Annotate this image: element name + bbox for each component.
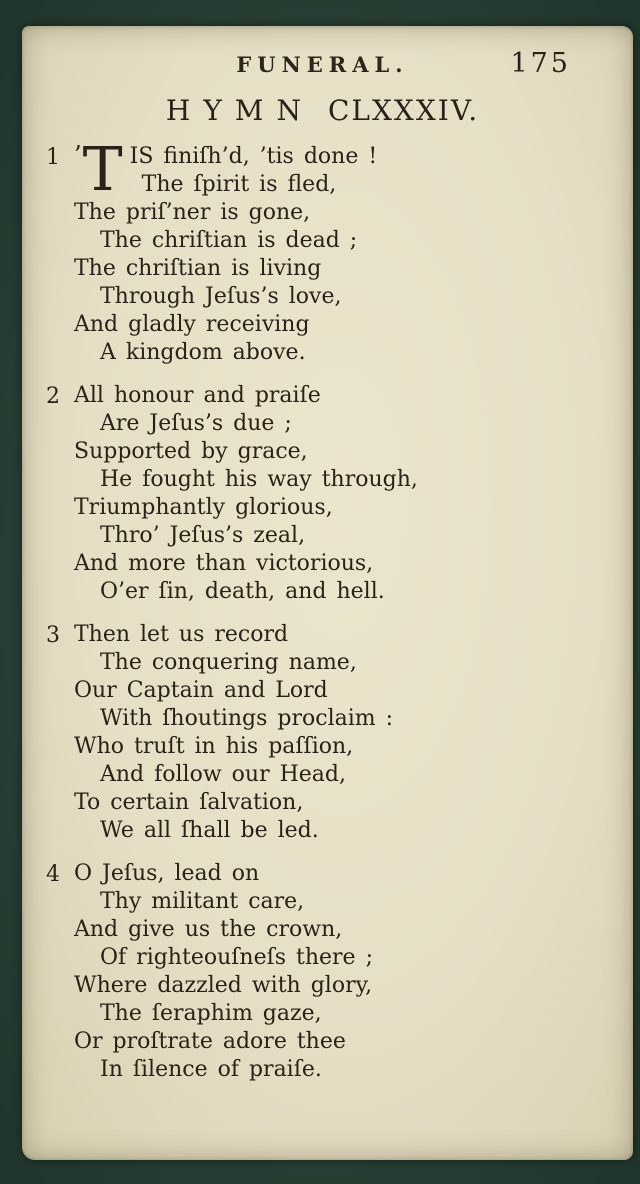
- hymn-line: A kingdom above.: [100, 340, 306, 365]
- stanza-number: 4: [46, 862, 60, 887]
- hymn-line: And follow our Head,: [100, 762, 346, 787]
- hymn-line: O Jeſus, lead on: [74, 861, 260, 886]
- hymn-title-number: CLXXXIV.: [327, 94, 480, 127]
- stanza-number: 1: [46, 145, 60, 170]
- hymn-line: Or proſtrate adore thee: [74, 1029, 346, 1054]
- hymn-line: And gladly receiving: [74, 312, 310, 337]
- hymn-line: Of righteouſneſs there ;: [100, 945, 373, 970]
- hymn-line: O’er ſin, death, and hell.: [100, 579, 385, 604]
- hymn-line: The chriſtian is living: [74, 256, 322, 281]
- stanza-body: [74, 135, 599, 367]
- hymn-line: And give us the crown,: [74, 917, 343, 942]
- hymn-line: Through Jeſus’s love,: [100, 284, 342, 309]
- running-header: FUNERAL.: [236, 52, 409, 77]
- stanza-4: [46, 860, 599, 1084]
- book-page: [22, 26, 633, 1160]
- hymn-line: Our Captain and Lord: [74, 678, 328, 703]
- hymn-line: Thy militant care,: [100, 889, 305, 914]
- hymn-line: The ſpirit is fled,: [141, 172, 337, 197]
- hymn-line: Triumphantly glorious,: [74, 495, 333, 520]
- hymn-line: IS finiſh’d, ’tis done !: [129, 144, 378, 169]
- hymn-line: We all ſhall be led.: [100, 818, 319, 843]
- stanza-1: [46, 135, 599, 367]
- hymn-line: Supported by grace,: [74, 439, 308, 464]
- page-number: 175: [510, 48, 571, 79]
- hymn-line: Where dazzled with glory,: [74, 973, 373, 998]
- dropcap-lines: [130, 143, 378, 199]
- hymn-line: The priſ’ner is gone,: [74, 200, 311, 225]
- hymn-title-word: HYMN: [165, 94, 314, 127]
- stanza-number: 2: [46, 384, 60, 409]
- drop-cap: T: [82, 135, 123, 205]
- stanza-2: [46, 382, 599, 606]
- hymn-line: And more than victorious,: [74, 551, 374, 576]
- hymn-line: He fought his way through,: [100, 467, 418, 492]
- stanza-3: [46, 621, 599, 845]
- hymn-line: The ſeraphim gaze,: [100, 1001, 322, 1026]
- hymn-line: In ſilence of praiſe.: [100, 1057, 322, 1082]
- page-header: [46, 48, 599, 82]
- hymn-line: Are Jeſus’s due ;: [100, 411, 292, 436]
- hymn-line: The chriſtian is dead ;: [100, 228, 358, 253]
- hymn-line: Then let us record: [74, 622, 289, 647]
- stanza-body: [74, 382, 599, 606]
- hymn-line: Thro’ Jeſus’s zeal,: [100, 523, 306, 548]
- hymn-line: All honour and praiſe: [74, 383, 321, 408]
- opening-quote: ’: [74, 141, 82, 169]
- stanza-number: 3: [46, 623, 60, 648]
- hymn-title: [46, 94, 599, 127]
- stanza-body: [74, 621, 599, 845]
- hymn-line: Who truſt in his paſſion,: [74, 734, 354, 759]
- hymn-line: The conquering name,: [100, 650, 357, 675]
- dropcap-row: [74, 135, 599, 205]
- hymn-line: To certain ſalvation,: [74, 790, 304, 815]
- hymn-line: With ſhoutings proclaim :: [100, 706, 394, 731]
- stanza-body: [74, 860, 599, 1084]
